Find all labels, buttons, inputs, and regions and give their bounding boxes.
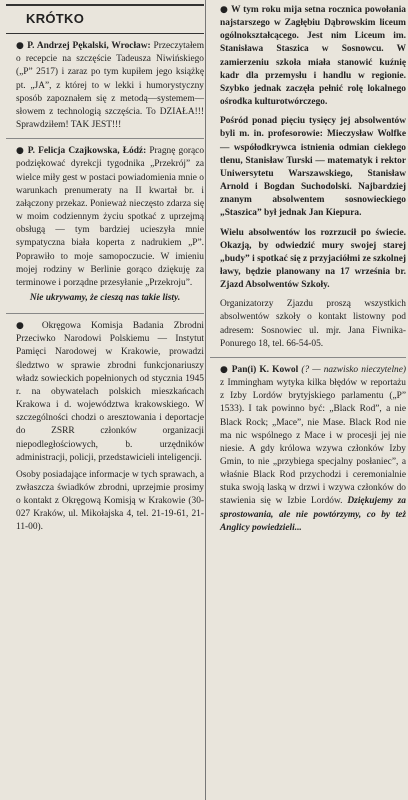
author-note: (? — nazwisko nieczytelne) [301,364,407,375]
bullet-icon: ● [220,364,229,375]
bullet-icon: ● [16,321,32,332]
anniversary-body: W tym roku mija setna rocznica powołania najstarszego w Zagłębiu Dąbrowskim liceum ogólnokształcącego. Jest nim Liceum im. Stanisława Staszica w Sosnowcu. W zamierzeniu szkoła miała stanowić kuźnię kadr dla przemysłu i handlu w regionie. Szybko jednak zaczęła pełnić rolę lokalnego ośrodka kulturotwórczego. [220,5,406,108]
section-title: KRÓTKO [26,11,85,26]
letter-author: Pan(i) K. Kowol [231,364,299,375]
letter-item [210,364,406,535]
bullet-icon: ● [220,5,229,15]
anniversary-item [210,4,406,109]
bullet-icon: ● [16,41,25,52]
notice-item [6,320,204,535]
left-column [6,4,204,541]
separator [210,357,406,358]
anniversary-alumni [210,115,406,220]
letter-item [6,40,204,132]
anniversary-reunion [210,227,406,293]
letter-author: P. Felicja Czajkowska, Łódź: [27,146,147,157]
separator [6,313,204,314]
contact-paragraph: Organizatorzy Zjazdu proszą wszystkich absolwentów szkoły o kontakt listowny pod adresem: Sosnowiec ul. mjr. Jana Fiwnika-Ponurego 18, tel. 66-54-05. [220,299,406,349]
notice-contact: Osoby posiadające informacje w tych sprawach, a zwłaszcza świadków zbrodni, uprzejmie prosimy o kontakt z Okręgową Komisją w Krakowie (30-027 Kraków, ul. Mikołajska 4, tel. 21-19-61, 21-11-00). [16,469,204,533]
letter-author: P. Andrzej Pękalski, Wrocław: [27,41,151,52]
letter-body: z Immingham wytyka kilka błędów w reportażu z Izby Lordów brytyjskiego parlamentu („P” 1533). I tak powinno być: „Black Rod”, a nie Black Rock; „Mace”, nie Mase. Black Rod nie ma nic wspólnego z Mace i w procesji jej nie niesie. A gdy królowa wzywa członków Izby Gmin, to nie „przybiega specjalny posłaniec”, a właśnie Black Rod przychodzi i ceremonialnie stuka swoją laską w drzwi i wzywa członków do stawienia się w Izbie Lordów. [220,378,406,507]
letter-item [6,145,204,305]
section-header [6,4,204,34]
editorial-reply: Dziękujemy za sprostowania, ale nie powtórzymy, co by też Anglicy powiedzieli... [220,496,406,533]
letter-body: Pragnę gorąco podziękować dyrekcji tygodnika „Przekrój” za wielce miły gest w postaci powiadomienia mnie o warunkach prenumeraty na II kwartał br. i załączony przekaz. Ponieważ nieczęsto zdarza się w moim codziennym życiu spotkać z uprzejmą obsługą — tym bardziej ucieszyła mnie sympatyczna biała koperta z nadrukiem „P”. Poprawiło to moje samopoczucie. W imieniu mojej rodziny w Berlinie gorąco dziękuję za terminowe i porządne przesyłanie „Przekroju”. [16,146,205,288]
column-divider [205,0,206,800]
anniversary-contact [210,298,406,351]
letter-body: Przeczytałem o recepcie na szczęście Tadeusza Niwińskiego („P” 2517) i zaraz po tym kupiłem jego książkę pt. „JA”, z której to w lekki i humorystyczny sposób zapoznałem się z metodą—systemem—słowem z technologią szczęścia. To DZIAŁA!!! Sprawdziłem! TAK JEST!!! [16,41,205,131]
right-column [210,4,406,541]
separator [6,138,204,139]
reunion-paragraph: Wielu absolwentów los rozrzucił po świecie. Okazją, by odwiedzić mury swojej starej „budy” i spotkać się z przyjaciółmi ze szkolnej ławy, będzie planowany na 17 września br. Zjazd Absolwentów Szkoły. [220,227,406,291]
bullet-icon: ● [16,146,25,157]
notice-body: Okręgowa Komisja Badania Zbrodni Przeciwko Narodowi Polskiemu — Instytut Pamięci Narodowej w Krakowie, prowadzi śledztwo w sprawie zbrodni funkcjonariuszy władz sowieckich popełnionych od stycznia 1945 r. na obywatelach polskich mieszkańcach Krakowa i d. województwa krakowskiego. W szczególności chodzi o aresztowania i deportacje do ZSRR członków organizacji niepodległościowych, b. urzędników administracji, policji, przedstawicieli inteligencji. [16,321,204,463]
alumni-paragraph: Pośród ponad pięciu tysięcy jej absolwentów byli m. in. profesorowie: Mieczysław Wolfke — współodkrywca istnienia odmian ciekłego tlenu, Stanisław Turski — matematyk i rektor Uniwersytetu Warszawskiego, Stanisław Arnold i Bogdan Suchodolski. Najbardziej znanym absolwentem sosnowieckiego „Staszica” był jednak Jan Kiepura. [220,116,406,219]
editorial-reply: Nie ukrywamy, że cieszą nas takie listy. [29,292,181,303]
